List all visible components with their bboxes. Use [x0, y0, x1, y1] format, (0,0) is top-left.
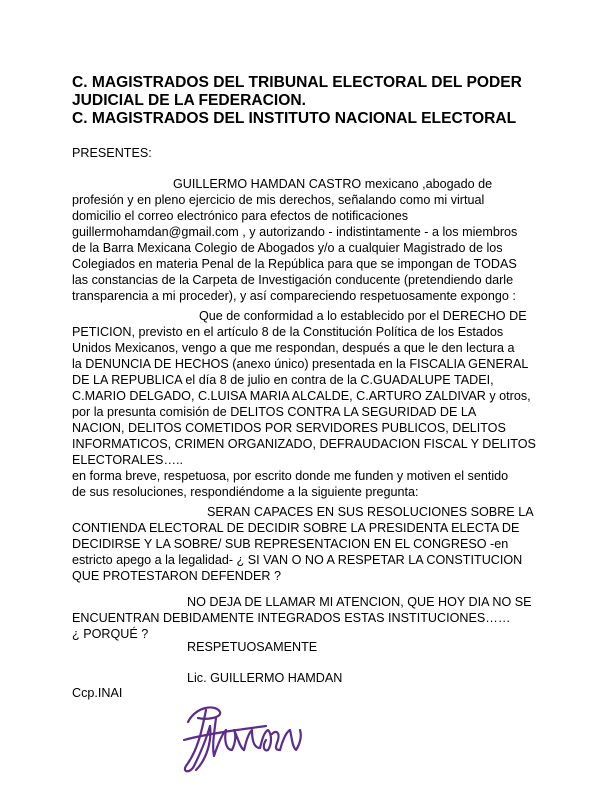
paragraph-petition [72, 308, 552, 500]
greeting-text: PRESENTES: [72, 146, 152, 160]
paragraph-identification [72, 176, 552, 304]
paragraph-line: ENCUENTRAN DEBIDAMENTE INTEGRADOS ESTAS INSTITUCIONES…… [72, 611, 511, 625]
heading-line-2: JUDICIAL DE LA FEDERACION. [72, 92, 306, 109]
paragraph-line: las constancias de la Carpeta de Investigación conducente (pretendiendo darle [72, 273, 514, 287]
paragraph-line: Unidos Mexicanos, vengo a que me respondan, después a que le den lectura a [72, 341, 515, 355]
paragraph-question [72, 504, 552, 584]
paragraph-observation [72, 594, 552, 642]
handwritten-signature-icon [176, 700, 306, 780]
heading-line-1: C. MAGISTRADOS DEL TRIBUNAL ELECTORAL DEL PODER [72, 74, 522, 91]
paragraph-line: de sus resoluciones, respondiéndome a la siguiente pregunta: [72, 485, 419, 499]
paragraph-line: CONTIENDA ELECTORAL DE DECIDIR SOBRE LA PRESIDENTA ELECTA DE [72, 521, 520, 535]
paragraph-line: SERAN CAPACES EN SUS RESOLUCIONES SOBRE LA [207, 505, 534, 519]
closing [187, 639, 487, 655]
paragraph-line: estricto apego a la legalidad- ¿ SI VAN O NO A RESPETAR LA CONSTITUCION [72, 553, 523, 567]
document-heading [72, 74, 552, 128]
carbon-copy-text: Ccp.INAI [72, 686, 123, 700]
signer-name [187, 670, 487, 686]
paragraph-line: domicilio el correo electrónico para efectos de notificaciones [72, 209, 409, 223]
paragraph-line: PETICION, previsto en el artículo 8 de la Constitución Política de los Estados [72, 325, 504, 339]
paragraph-line: QUE PROTESTARON DEFENDER ? [72, 569, 281, 583]
paragraph-line: GUILLERMO HAMDAN CASTRO mexicano ,abogado de [173, 177, 493, 191]
paragraph-line: ELECTORALES….. [72, 453, 184, 467]
paragraph-line: NO DEJA DE LLAMAR MI ATENCION, QUE HOY DIA NO SE [187, 595, 532, 609]
closing-text: RESPETUOSAMENTE [187, 640, 318, 654]
paragraph-line: profesión y en pleno ejercicio de mis derechos, señalando como mi virtual [72, 193, 485, 207]
paragraph-line: guillermohamdan@gmail.com , y autorizando - indistintamente - a los miembros [72, 225, 518, 239]
paragraph-line: C.MARIO DELGADO, C.LUISA MARIA ALCALDE, C.ARTURO ZALDIVAR y otros, [72, 389, 531, 403]
signer-name-text: Lic. GUILLERMO HAMDAN [187, 671, 343, 685]
paragraph-line: la DENUNCIA DE HECHOS (anexo único) presentada en la FISCALIA GENERAL [72, 357, 529, 371]
paragraph-line: DECIDIRSE Y LA SOBRE/ SUB REPRESENTACION EN EL CONGRESO -en [72, 537, 509, 551]
paragraph-line: de la Barra Mexicana Colegio de Abogados y/o a cualquier Magistrado de los [72, 241, 503, 255]
paragraph-line: Que de conformidad a lo establecido por el DERECHO DE [199, 309, 527, 323]
paragraph-line: por la presunta comisión de DELITOS CONTRA LA SEGURIDAD DE LA [72, 405, 477, 419]
paragraph-line: en forma breve, respetuosa, por escrito donde me funden y motiven el sentido [72, 469, 509, 483]
paragraph-line: DE LA REPUBLICA el día 8 de julio en contra de la C.GUADALUPE TADEI, [72, 373, 494, 387]
carbon-copy [72, 685, 552, 701]
paragraph-line: NACION, DELITOS COMETIDOS POR SERVIDORES PUBLICOS, DELITOS [72, 421, 506, 435]
greeting [72, 145, 552, 161]
paragraph-line: ¿ PORQUÉ ? [72, 627, 149, 641]
paragraph-line: Colegiados en materia Penal de la República para que se impongan de TODAS [72, 257, 517, 271]
paragraph-line: transparencia a mi proceder), y así compareciendo respetuosamente expongo : [72, 289, 516, 303]
paragraph-line: INFORMATICOS, CRIMEN ORGANIZADO, DEFRAUDACION FISCAL Y DELITOS [72, 437, 536, 451]
heading-line-3: C. MAGISTRADOS DEL INSTITUTO NACIONAL ELECTORAL [72, 110, 517, 127]
